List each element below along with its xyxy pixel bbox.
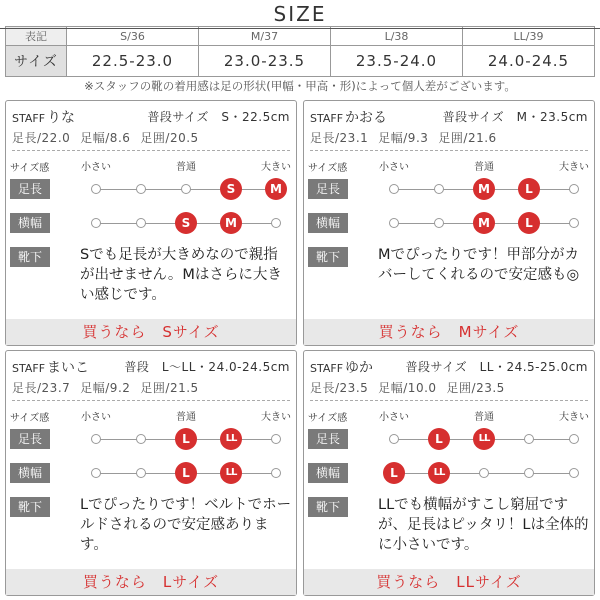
size-mark: LL — [220, 462, 242, 484]
scale-dot — [434, 184, 444, 194]
scale-large: 大きい — [559, 162, 589, 173]
scale-dot — [389, 184, 399, 194]
divider — [12, 400, 290, 401]
foot-measurement: 足長/23.1 — [310, 131, 369, 145]
staff-tag: STAFF — [12, 362, 46, 375]
size-mark: L — [175, 462, 197, 484]
recommended-size: 買うなら Mサイズ — [304, 319, 594, 345]
size-mark: L — [383, 462, 405, 484]
scale-dot — [136, 184, 146, 194]
scale-small: 小さい — [379, 412, 409, 423]
staff-header — [310, 357, 588, 377]
foot-measurements — [310, 379, 588, 397]
scale-large: 大きい — [559, 412, 589, 423]
size-column-name: L/38 — [331, 27, 463, 46]
foot-measurements — [12, 379, 290, 397]
size-mark: M — [220, 212, 242, 234]
size-column-range: 24.0-24.5 — [463, 46, 595, 77]
foot-measurement: 足幅/10.0 — [378, 381, 437, 395]
scale-dot — [136, 468, 146, 478]
usual-size: 普段サイズ M・23.5cm — [442, 110, 588, 124]
scale-dot — [181, 184, 191, 194]
scale-dot — [136, 218, 146, 228]
scale-small: 小さい — [81, 412, 111, 423]
scale-label: サイズ感 — [10, 413, 50, 424]
size-title: SIZE — [273, 2, 327, 26]
foot-measurement: 足幅/8.6 — [80, 131, 131, 145]
scale-small: 小さい — [379, 162, 409, 173]
divider — [12, 150, 290, 151]
scale-small: 小さい — [81, 162, 111, 173]
size-mark: L — [518, 212, 540, 234]
scale-normal: 普通 — [176, 412, 196, 423]
size-mark: LL — [220, 428, 242, 450]
scale-normal: 普通 — [474, 412, 494, 423]
scale-dot — [91, 184, 101, 194]
scale-dot — [434, 218, 444, 228]
row-label-socks: 靴下 — [10, 247, 50, 267]
scale-dot — [524, 434, 534, 444]
usual-size: 普段サイズ S・22.5cm — [147, 110, 290, 124]
scale-dot — [271, 218, 281, 228]
staff-tag: STAFF — [12, 112, 46, 125]
recommended-size: 買うなら Sサイズ — [6, 319, 296, 345]
row-label-width: 横幅 — [308, 213, 348, 233]
size-column-range: 22.5-23.0 — [67, 46, 199, 77]
size-column-name: S/36 — [67, 27, 199, 46]
staff-comment: Sでも足長が大きめなので親指が出せません。Mはさらに大きい感じです。 — [80, 247, 282, 303]
scale-dot — [91, 218, 101, 228]
staff-name: かおる — [345, 110, 388, 126]
usual-size: 普段サイズ LL・24.5-25.0cm — [405, 360, 588, 374]
foot-measurement: 足長/23.7 — [12, 381, 71, 395]
scale-dot — [569, 184, 579, 194]
size-column-name: LL/39 — [463, 27, 595, 46]
size-mark: L — [175, 428, 197, 450]
staff-comment: Mでぴったりです！甲部分がカバーしてくれるので安定感も◎ — [378, 247, 580, 283]
scale-label: サイズ感 — [308, 413, 348, 424]
scale-dot — [91, 434, 101, 444]
title-underline — [0, 28, 600, 29]
size-mark: M — [473, 178, 495, 200]
staff-name: りな — [47, 110, 76, 126]
size-table-size-label: サイズ — [6, 46, 67, 77]
scale-dot — [271, 468, 281, 478]
scale-dot — [91, 468, 101, 478]
scale-dot — [569, 434, 579, 444]
scale-large: 大きい — [261, 412, 291, 423]
row-label-length: 足長 — [10, 179, 50, 199]
size-mark: L — [518, 178, 540, 200]
row-label-length: 足長 — [308, 179, 348, 199]
row-label-length: 足長 — [10, 429, 50, 449]
usual-size: 普段 L〜LL・24.0-24.5cm — [124, 360, 290, 374]
row-label-width: 横幅 — [10, 213, 50, 233]
size-table-header-label: 表記 — [6, 27, 67, 46]
scale-dot — [389, 218, 399, 228]
size-mark: S — [175, 212, 197, 234]
staff-comment: LLでも横幅がすこし窮屈ですが、足長はピッタリ！Lは全体的に小さいです。 — [378, 497, 589, 553]
staff-card — [303, 100, 595, 346]
foot-measurement: 足長/22.0 — [12, 131, 71, 145]
foot-measurements — [310, 129, 588, 147]
row-label-width: 横幅 — [10, 463, 50, 483]
foot-measurements — [12, 129, 290, 147]
size-mark: M — [265, 178, 287, 200]
size-column-name: M/37 — [199, 27, 331, 46]
fit-note: ※スタッフの靴の着用感は足の形状(甲幅・甲高・形)によって個人差がございます。 — [84, 79, 516, 93]
row-label-width: 横幅 — [308, 463, 348, 483]
staff-comment: Lでぴったりです！ベルトでホールドされるので安定感あります。 — [80, 497, 292, 553]
row-label-socks: 靴下 — [308, 247, 348, 267]
foot-measurement: 足囲/21.6 — [438, 131, 497, 145]
size-mark: LL — [428, 462, 450, 484]
recommended-size: 買うなら Lサイズ — [6, 569, 296, 595]
scale-dot — [524, 468, 534, 478]
size-mark: S — [220, 178, 242, 200]
staff-card — [303, 350, 595, 596]
foot-measurement: 足幅/9.3 — [378, 131, 429, 145]
scale-dot — [271, 434, 281, 444]
staff-header — [12, 357, 290, 377]
recommended-size: 買うなら LLサイズ — [304, 569, 594, 595]
divider — [310, 400, 588, 401]
foot-measurement: 足幅/9.2 — [80, 381, 131, 395]
scale-dot — [389, 434, 399, 444]
foot-measurement: 足囲/23.5 — [446, 381, 505, 395]
size-mark: LL — [473, 428, 495, 450]
scale-dot — [479, 468, 489, 478]
staff-card — [5, 350, 297, 596]
scale-label: サイズ感 — [10, 163, 50, 174]
scale-normal: 普通 — [474, 162, 494, 173]
size-mark: M — [473, 212, 495, 234]
size-table — [5, 26, 595, 77]
staff-card — [5, 100, 297, 346]
scale-dot — [569, 468, 579, 478]
scale-dot — [569, 218, 579, 228]
staff-header — [310, 107, 588, 127]
scale-normal: 普通 — [176, 162, 196, 173]
staff-tag: STAFF — [310, 362, 344, 375]
staff-name: ゆか — [345, 360, 374, 376]
size-mark: L — [428, 428, 450, 450]
scale-large: 大きい — [261, 162, 291, 173]
foot-measurement: 足囲/21.5 — [140, 381, 199, 395]
row-label-socks: 靴下 — [10, 497, 50, 517]
staff-header — [12, 107, 290, 127]
staff-name: まいこ — [47, 360, 90, 376]
staff-tag: STAFF — [310, 112, 344, 125]
size-column-range: 23.0-23.5 — [199, 46, 331, 77]
foot-measurement: 足囲/20.5 — [140, 131, 199, 145]
foot-measurement: 足長/23.5 — [310, 381, 369, 395]
scale-dot — [136, 434, 146, 444]
size-column-range: 23.5-24.0 — [331, 46, 463, 77]
scale-label: サイズ感 — [308, 163, 348, 174]
divider — [310, 150, 588, 151]
row-label-socks: 靴下 — [308, 497, 348, 517]
row-label-length: 足長 — [308, 429, 348, 449]
